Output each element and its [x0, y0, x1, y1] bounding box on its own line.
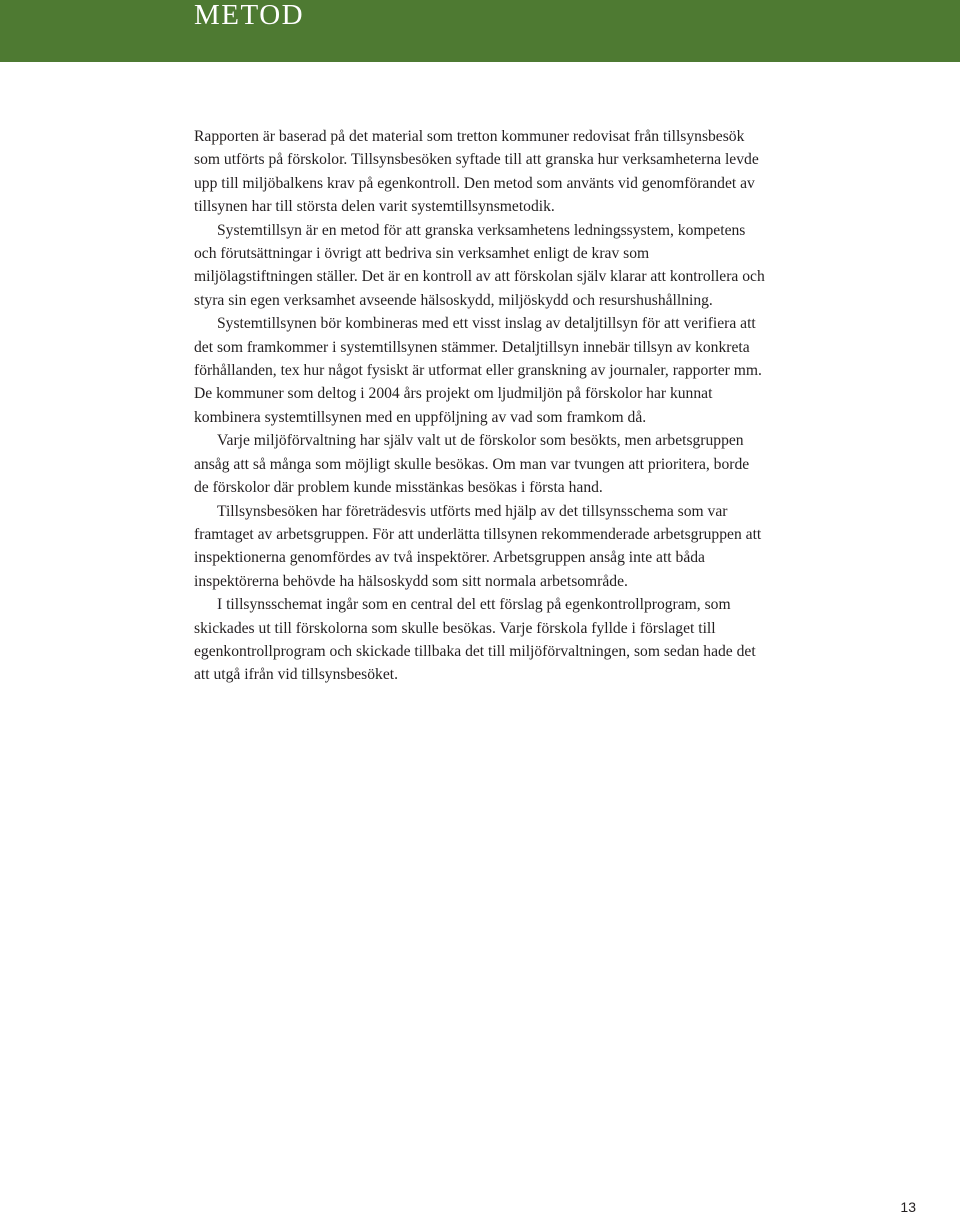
paragraph: Varje miljöförvaltning har själv valt ut de förskolor som besökts, men arbetsgruppen ansåg att så många som möjligt skulle besökas. Om man var tvungen att prioritera, borde de förskolor där problem kunde misstänkas besökas i första hand. [194, 432, 750, 497]
paragraph: Systemtillsyn är en metod för att granska verksamhetens ledningssystem, kompetens och förutsättningar i övrigt att bedriva sin verksamhet enligt de krav som miljölagstiftningen ställer. Det är en kontroll av att förskolan själv klarar att kontrollera och styra sin egen verksamhet avseende hälsoskydd, miljöskydd och resurshushållning. [194, 221, 765, 309]
paragraph: Tillsynsbesöken har företrädesvis utförts med hjälp av det tillsynsschema som var framtaget av arbetsgruppen. För att underlätta tillsynen rekommenderade arbetsgruppen att inspektionerna genomfördes av två inspektörer. Arbetsgruppen ansåg inte att båda inspektörerna behövde ha hälsoskydd som sitt normala arbetsområde. [194, 502, 762, 590]
paragraph: Systemtillsynen bör kombineras med ett visst inslag av detaljtillsyn för att verifiera att det som framkommer i systemtillsynen stämmer. Detaljtillsyn innebär tillsyn av konkreta förhållanden, tex hur något fysiskt är utformat eller granskning av journaler, rapporter mm. De kommuner som deltog i 2004 års projekt om ljudmiljön på förskolor har kunnat kombinera systemtillsynen med en uppföljning av vad som framkom då. [194, 315, 762, 426]
body-text [194, 125, 766, 687]
page-number: 13 [900, 1199, 916, 1215]
header-band [0, 0, 960, 62]
paragraph: I tillsynsschemat ingår som en central del ett förslag på egenkontrollprogram, som skickades ut till förskolorna som skulle besökas. Varje förskola fyllde i förslaget till egenkontrollprogram och skickade tillbaka det till miljöförvaltningen, som sedan hade det att utgå ifrån vid tillsynsbesöket. [194, 596, 756, 684]
page-title: METOD [194, 0, 305, 31]
paragraph: Rapporten är baserad på det material som tretton kommuner redovisat från tillsynsbesök som utförts på förskolor. Tillsynsbesöken syftade till att granska hur verksamheterna levde upp till miljöbalkens krav på egenkontroll. Den metod som använts vid genomförandet av tillsynen har till största delen varit systemtillsynsmetodik. [194, 128, 759, 216]
